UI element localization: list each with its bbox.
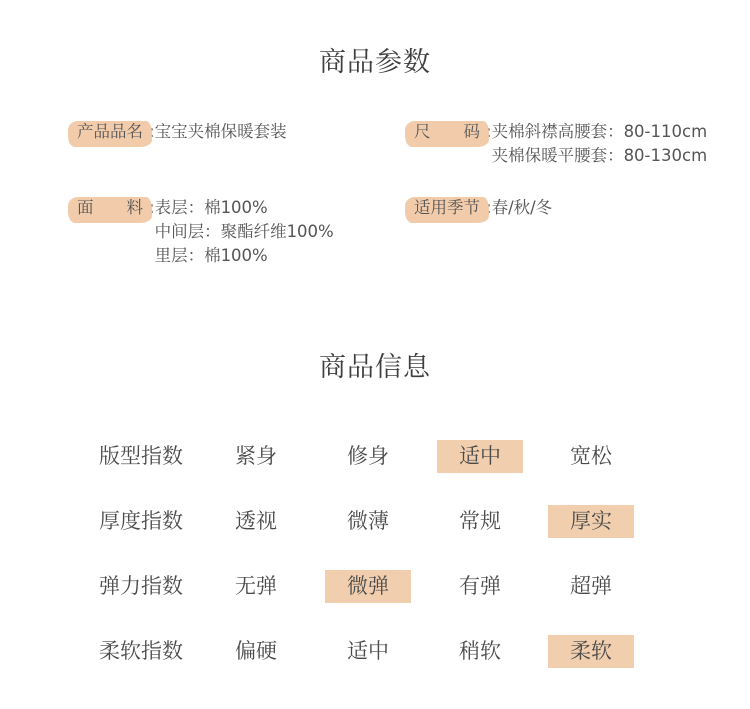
info-option: 无弹 (235, 574, 277, 598)
param-separator: : (149, 198, 155, 217)
param-label-fabric: 面 料 (71, 196, 149, 220)
info-row-label: 厚度指数 (99, 509, 183, 533)
info-option: 修身 (347, 444, 389, 468)
info-option-selected: 适中 (437, 440, 523, 473)
info-row (0, 570, 750, 604)
info-row-label: 弹力指数 (99, 574, 183, 598)
info-option-selected: 柔软 (548, 635, 634, 668)
param-value-fabric-line: 里层：棉100% (154, 246, 268, 265)
info-option: 紧身 (235, 444, 277, 468)
info-option: 超弹 (570, 574, 612, 598)
param-value-size-line: 夹棉斜襟高腰套：80-110cm (491, 122, 708, 141)
info-option-selected: 厚实 (548, 505, 634, 538)
info-option: 微薄 (347, 509, 389, 533)
param-fabric (71, 196, 334, 268)
product-info-title: 商品信息 (319, 352, 431, 383)
info-option: 适中 (347, 639, 389, 663)
param-value-fabric-line: 表层：棉100% (154, 198, 268, 217)
info-row-label: 版型指数 (99, 444, 183, 468)
param-separator: : (149, 122, 155, 141)
info-option: 透视 (235, 509, 277, 533)
param-separator: : (486, 122, 492, 141)
param-value-name: 宝宝夹棉保暖套装 (154, 122, 287, 141)
info-option-selected: 微弹 (325, 570, 411, 603)
product-params-title: 商品参数 (319, 47, 431, 78)
param-value-season: 春/秋/冬 (491, 198, 553, 217)
param-value-size-line: 夹棉保暖平腰套：80-130cm (491, 146, 708, 165)
info-row (0, 440, 750, 474)
param-season (408, 196, 552, 220)
param-label-season: 适用季节 (408, 196, 486, 220)
param-label-name: 产品品名 (71, 120, 149, 144)
info-row (0, 635, 750, 669)
info-option: 稍软 (459, 639, 501, 663)
info-row (0, 505, 750, 539)
info-row-label: 柔软指数 (99, 639, 183, 663)
param-size (408, 120, 707, 168)
param-value-fabric-line: 中间层：聚酯纤维100% (154, 222, 334, 241)
info-option: 偏硬 (235, 639, 277, 663)
param-product-name (71, 120, 287, 144)
info-option: 有弹 (459, 574, 501, 598)
param-label-size: 尺 码 (408, 120, 486, 144)
param-separator: : (486, 198, 492, 217)
info-option: 宽松 (570, 444, 612, 468)
info-option: 常规 (459, 509, 501, 533)
